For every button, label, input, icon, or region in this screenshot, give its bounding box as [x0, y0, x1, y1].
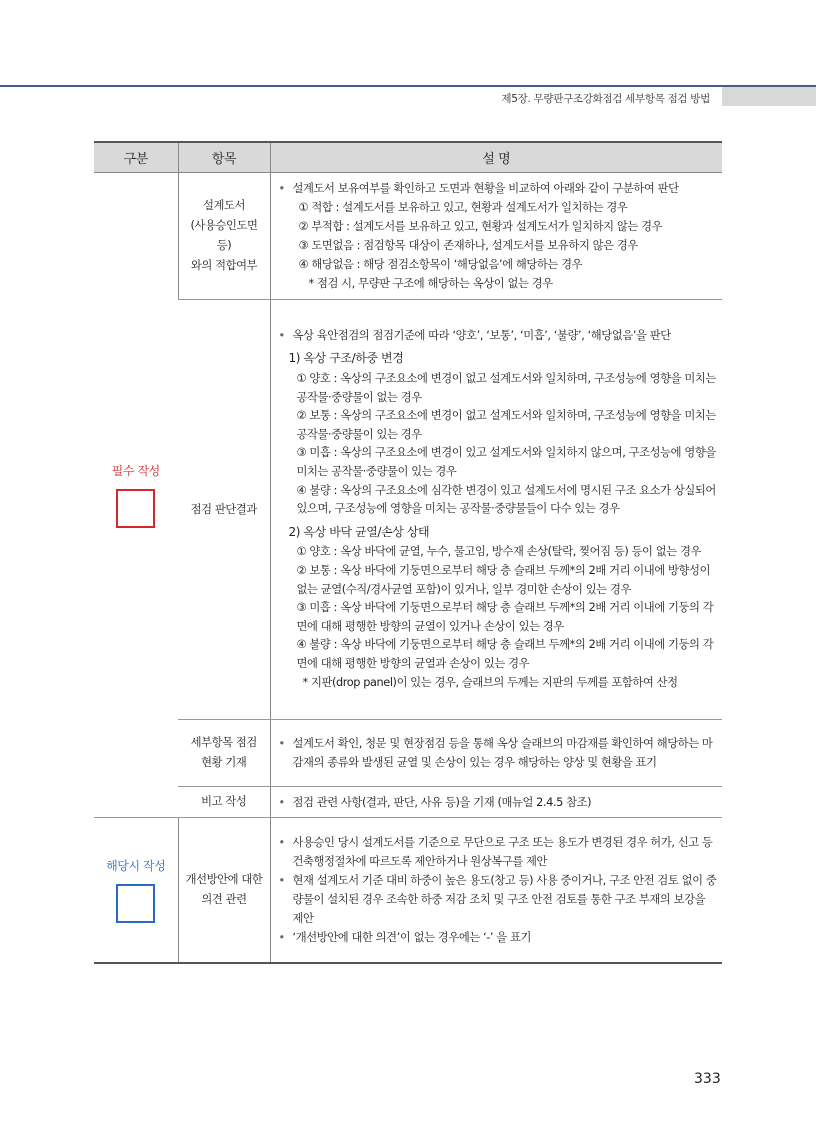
item-line: 개선방안에 대한 [185, 873, 263, 886]
criteria-line: ② 부적합 : 설계도서를 보유하고 있고, 현황과 설계도서가 일치하지 않는 경우 [298, 220, 663, 233]
criteria-line: ④ 해당없음 : 해당 점검소항목이 ‘해당없음’에 해당하는 경우 [298, 258, 583, 271]
table-row [94, 300, 722, 720]
criteria-line: ② 보통 : 옥상 바닥에 기둥면으로부터 해당 층 슬래브 두께*의 2배 거리 이내에 방향성이 없는 균열(수직/경사균열 포함)이 있거나, 일부 경미한 손상이 있는 경우 [296, 563, 711, 596]
table-header-row [94, 142, 722, 173]
header-tab [722, 87, 816, 106]
required-checkbox[interactable] [116, 489, 155, 528]
desc-judgement [270, 300, 722, 720]
criteria-line: ④ 불량 : 옥상의 구조요소에 심각한 변경이 있고 설계도서에 명시된 구조 요소가 상실되어 있으며, 구조성능에 영향을 미치는 공작물·중량물들이 다수 있는 경우 [296, 483, 716, 516]
optional-label: 해당시 작성 [106, 859, 166, 873]
item-status [178, 720, 270, 787]
desc-status [270, 720, 722, 787]
header-rule [0, 85, 816, 87]
optional-checkbox[interactable] [116, 884, 155, 923]
column-gubun: 구분 [94, 142, 178, 173]
note-line: * 점검 시, 무량판 구조에 해당하는 옥상이 없는 경우 [308, 277, 553, 290]
item-line: 세부항목 점검 [190, 736, 257, 749]
item-line: (사용승인도면 등) [190, 219, 258, 252]
bullet-text: • ‘개선방안에 대한 의견’이 없는 경우에는 ‘-’ 을 표기 [279, 928, 719, 947]
item-line: 와의 적합여부 [190, 259, 258, 272]
item-line: 현황 기재 [201, 756, 247, 769]
table-row [94, 818, 722, 964]
required-cell [94, 173, 178, 818]
required-label: 필수 작성 [111, 464, 160, 478]
table-row [94, 787, 722, 818]
column-description: 설 명 [270, 142, 722, 173]
criteria-line: ① 적합 : 설계도서를 보유하고 있고, 현황과 설계도서가 일치하는 경우 [298, 201, 628, 214]
criteria-line: ① 양호 : 옥상 바닥에 균열, 누수, 물고임, 방수재 손상(탈락, 찢어짐 등) 등이 없는 경우 [296, 545, 701, 559]
page-number: 333 [694, 1071, 721, 1087]
criteria-line: ③ 도면없음 : 점검항목 대상이 존재하나, 설계도서를 보유하지 않은 경우 [298, 239, 638, 252]
item-judgement: 점검 판단결과 [178, 300, 270, 720]
inspection-table [94, 141, 722, 964]
chapter-title: 제5장. 무량판구조강화점검 세부항목 점검 방법 [501, 93, 710, 105]
column-item: 항목 [178, 142, 270, 173]
criteria-line: ① 양호 : 옥상의 구조요소에 변경이 없고 설계도서와 일치하며, 구조성능에 영향을 미치는 공작물·중량물이 없는 경우 [296, 372, 716, 404]
bullet-text: • 사용승인 당시 설계도서를 기준으로 무단으로 구조 또는 용도가 변경된 경우 허가, 신고 등 건축행정절차에 따르도록 제안하거나 원상복구를 제안 [279, 833, 719, 871]
note-line: * 지판(drop panel)이 있는 경우, 슬래브의 두께는 지판의 두께를 포함하여 산정 [302, 675, 678, 689]
item-design-docs [178, 173, 270, 300]
criteria-line: ④ 불량 : 옥상 바닥에 기둥면으로부터 해당 층 슬래브 두께*의 2배 거리 이내에 기둥의 각 면에 대해 평행한 방향의 균열과 손상이 있는 경우 [296, 638, 714, 670]
optional-cell [94, 818, 178, 964]
bullet-text: • 설계도서 보유여부를 확인하고 도면과 현황을 비교하여 아래와 같이 구분하여 판단 [279, 179, 719, 198]
criteria-line: ③ 미흡 : 옥상의 구조요소에 변경이 있고 설계도서와 일치하지 않으며, 구조성능에 영향을 미치는 공작물·중량물이 있는 경우 [296, 446, 716, 479]
criteria-line: ② 보통 : 옥상의 구조요소에 변경이 없고 설계도서와 일치하며, 구조성능에 영향을 미치는 공작물·중량물이 있는 경우 [296, 409, 716, 441]
table-row [94, 173, 722, 300]
desc-design-docs [270, 173, 722, 300]
desc-improvement [270, 818, 722, 964]
bullet-text: • 현재 설계도서 기준 대비 하중이 높은 용도(창고 등) 사용 중이거나, 구조 안전 검토 없이 중량물이 설치된 경우 조속한 하중 저감 조치 및 구조 안전 검토를 통한 구조 부재의 보강을 제안 [279, 871, 719, 928]
item-line: 설계도서 [202, 199, 246, 212]
section-title: 1) 옥상 구조/하중 변경 [288, 351, 404, 366]
criteria-line: ③ 미흡 : 옥상 바닥에 기둥면으로부터 해당 층 슬래브 두께*의 2배 거리 이내에 기둥의 각 면에 대해 평행한 방향의 균열이 있거나 손상이 있는 경우 [296, 601, 714, 633]
item-improvement [178, 818, 270, 964]
item-remarks: 비고 작성 [178, 787, 270, 818]
section-title: 2) 옥상 바닥 균열/손상 상태 [288, 524, 430, 539]
bullet-text: • 설계도서 확인, 청문 및 현장점검 등을 통해 옥상 슬래브의 마감재를 확인하여 해당하는 마감재의 종류와 발생된 균열 및 손상이 있는 경우 해당하는 양상 및 현황을 표기 [279, 734, 719, 772]
bullet-text: • 점검 관련 사항(결과, 판단, 사유 등)을 기재 (매뉴얼 2.4.5 참조) [279, 793, 719, 812]
bullet-text: • 옥상 육안점검의 점검기준에 따라 ‘양호’, ‘보통’, ‘미흡’, ‘불량’, ‘해당없음’을 판단 [279, 327, 719, 346]
table-row [94, 720, 722, 787]
desc-remarks [270, 787, 722, 818]
item-line: 의견 관련 [201, 893, 247, 906]
